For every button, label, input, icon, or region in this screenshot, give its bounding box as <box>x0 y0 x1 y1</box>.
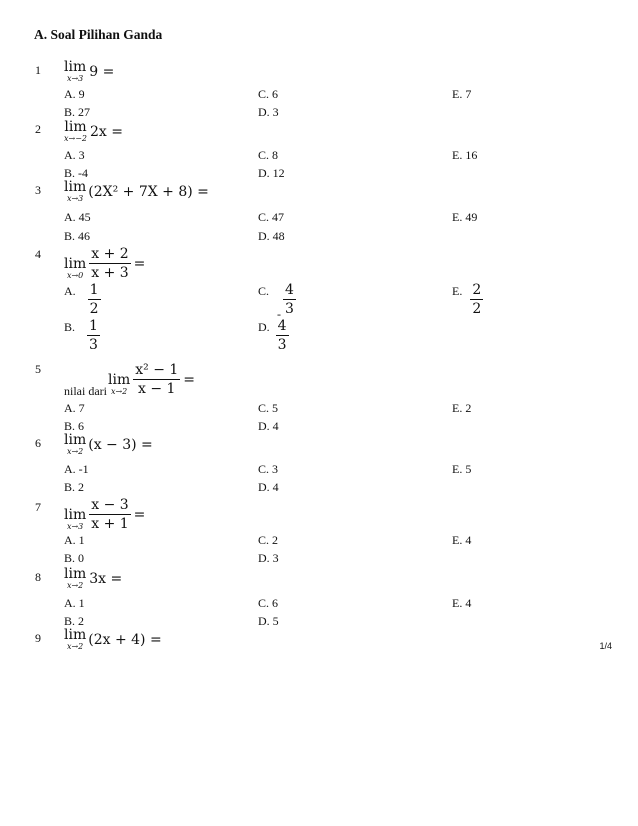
question-expression <box>108 362 195 397</box>
numerator: 2 <box>472 282 482 298</box>
option-e[interactable]: E. 2 <box>452 401 472 415</box>
option-letter: D. <box>258 320 270 334</box>
option-b[interactable]: B. -4 <box>64 166 88 180</box>
fraction <box>133 362 180 397</box>
option-d[interactable]: D. 4 <box>258 480 279 494</box>
option-a[interactable]: A. 7 <box>64 401 85 415</box>
option-letter: C. <box>258 284 270 298</box>
denominator: x + 3 <box>91 265 129 281</box>
question-number: 5 <box>35 362 41 376</box>
expression-body: (x − 3) = <box>88 436 153 453</box>
denominator: x − 1 <box>138 381 176 397</box>
expression-body: (2x + 4) = <box>88 631 162 648</box>
expression-body: 3x = <box>89 570 123 587</box>
question-number: 7 <box>35 500 41 514</box>
option-letter: E. <box>452 284 463 298</box>
question-expression <box>64 433 153 456</box>
option-d[interactable]: D. 5 <box>258 614 279 628</box>
numerator: 4 <box>277 318 287 334</box>
option-fraction <box>87 318 100 353</box>
lim-word: lim <box>64 566 87 582</box>
lim-word: lim <box>108 372 131 388</box>
equals-sign: = <box>183 371 196 388</box>
denominator: 2 <box>89 301 99 317</box>
option-fraction <box>283 282 296 317</box>
expression-body: 2x = <box>90 123 123 140</box>
denominator: 2 <box>472 301 482 317</box>
lim-subscript: x→3 <box>66 194 84 203</box>
option-b[interactable]: B. 6 <box>64 419 85 433</box>
option-d[interactable]: D. 4 <box>258 419 279 433</box>
numerator: x² − 1 <box>135 362 179 378</box>
option-c[interactable]: C. 3 <box>258 462 279 476</box>
option-e[interactable]: E. 16 <box>452 148 478 162</box>
fraction <box>89 246 130 281</box>
option-fraction <box>276 318 289 353</box>
option-letter: B. <box>64 320 76 334</box>
option-e[interactable]: E. 7 <box>452 87 472 101</box>
denominator: 3 <box>277 337 287 353</box>
lim-word: lim <box>64 179 87 195</box>
fraction <box>89 497 130 532</box>
option-e[interactable] <box>452 284 486 317</box>
option-e[interactable]: E. 4 <box>452 596 472 610</box>
option-b[interactable]: B. 46 <box>64 229 91 243</box>
lim-word: lim <box>64 627 87 643</box>
option-a[interactable]: A. 9 <box>64 87 85 101</box>
option-d[interactable]: D. 48 <box>258 229 285 243</box>
lim-subscript: x→3 <box>66 522 84 531</box>
denominator: x + 1 <box>91 516 129 532</box>
minus-sign: - <box>277 307 282 321</box>
option-b[interactable]: B. 0 <box>64 551 85 565</box>
lim-subscript: x→−2 <box>64 134 88 143</box>
question-number: 3 <box>35 183 41 197</box>
lim-word: lim <box>64 432 87 448</box>
option-c[interactable]: C. 6 <box>258 87 279 101</box>
question-number: 8 <box>35 570 41 584</box>
denominator: 3 <box>89 337 98 353</box>
question-expression <box>64 120 123 143</box>
option-c[interactable]: C. 5 <box>258 401 279 415</box>
lim-word: lim <box>64 119 87 135</box>
question-expression <box>64 628 162 651</box>
question-expression <box>64 567 122 590</box>
equals-sign: = <box>133 255 146 272</box>
question-expression <box>64 497 145 532</box>
option-fraction <box>88 282 101 317</box>
question-prefix: nilai dari <box>64 384 107 398</box>
option-d[interactable]: D. 12 <box>258 166 285 180</box>
option-letter: A. <box>64 284 76 298</box>
option-a[interactable]: A. -1 <box>64 462 89 476</box>
option-a[interactable]: A. 3 <box>64 148 85 162</box>
page-number: 1/4 <box>599 641 612 651</box>
option-c[interactable]: C. 6 <box>258 596 279 610</box>
numerator: x + 2 <box>91 246 129 262</box>
question-number: 6 <box>35 436 41 450</box>
numerator: 4 <box>285 282 294 298</box>
lim-subscript: x→2 <box>66 642 84 651</box>
expression-body: (2X² + 7X + 8) = <box>88 183 209 200</box>
lim-subscript: x→2 <box>66 447 84 456</box>
question-number: 1 <box>35 63 41 77</box>
option-d[interactable] <box>258 320 292 353</box>
question-number: 4 <box>35 247 41 261</box>
numerator: 1 <box>89 282 99 298</box>
option-a[interactable]: A. 1 <box>64 596 85 610</box>
question-number: 9 <box>35 631 41 645</box>
option-e[interactable]: E. 49 <box>452 210 478 224</box>
option-a[interactable]: A. 1 <box>64 533 85 547</box>
denominator: 3 <box>285 301 294 317</box>
lim-word: lim <box>64 507 87 523</box>
option-e[interactable]: E. 4 <box>452 533 472 547</box>
question-expression <box>64 246 145 281</box>
numerator: 1 <box>89 318 98 334</box>
option-c[interactable]: C. 47 <box>258 210 285 224</box>
lim-subscript: x→3 <box>66 74 84 83</box>
lim-subscript: x→0 <box>66 271 84 280</box>
equals-sign: = <box>133 506 146 523</box>
option-d[interactable]: D. 3 <box>258 551 279 565</box>
lim-subscript: x→2 <box>110 387 128 396</box>
option-e[interactable]: E. 5 <box>452 462 472 476</box>
option-d[interactable]: D. 3 <box>258 105 279 119</box>
question-expression <box>64 180 209 203</box>
expression-body: 9 = <box>89 63 115 80</box>
question-number: 2 <box>35 122 41 136</box>
option-b[interactable] <box>64 320 103 353</box>
section-heading: A. Soal Pilihan Ganda <box>34 27 163 42</box>
option-a[interactable]: A. 45 <box>64 210 91 224</box>
option-fraction <box>470 282 483 317</box>
question-expression <box>64 60 114 83</box>
option-c[interactable] <box>258 284 299 322</box>
option-a[interactable] <box>64 284 104 317</box>
numerator: x − 3 <box>91 497 129 513</box>
option-b[interactable]: B. 2 <box>64 614 85 628</box>
lim-subscript: x→2 <box>66 581 84 590</box>
option-b[interactable]: B. 27 <box>64 105 91 119</box>
option-b[interactable]: B. 2 <box>64 480 85 494</box>
lim-word: lim <box>64 59 87 75</box>
option-c[interactable]: C. 8 <box>258 148 279 162</box>
lim-word: lim <box>64 256 87 272</box>
option-c[interactable]: C. 2 <box>258 533 279 547</box>
